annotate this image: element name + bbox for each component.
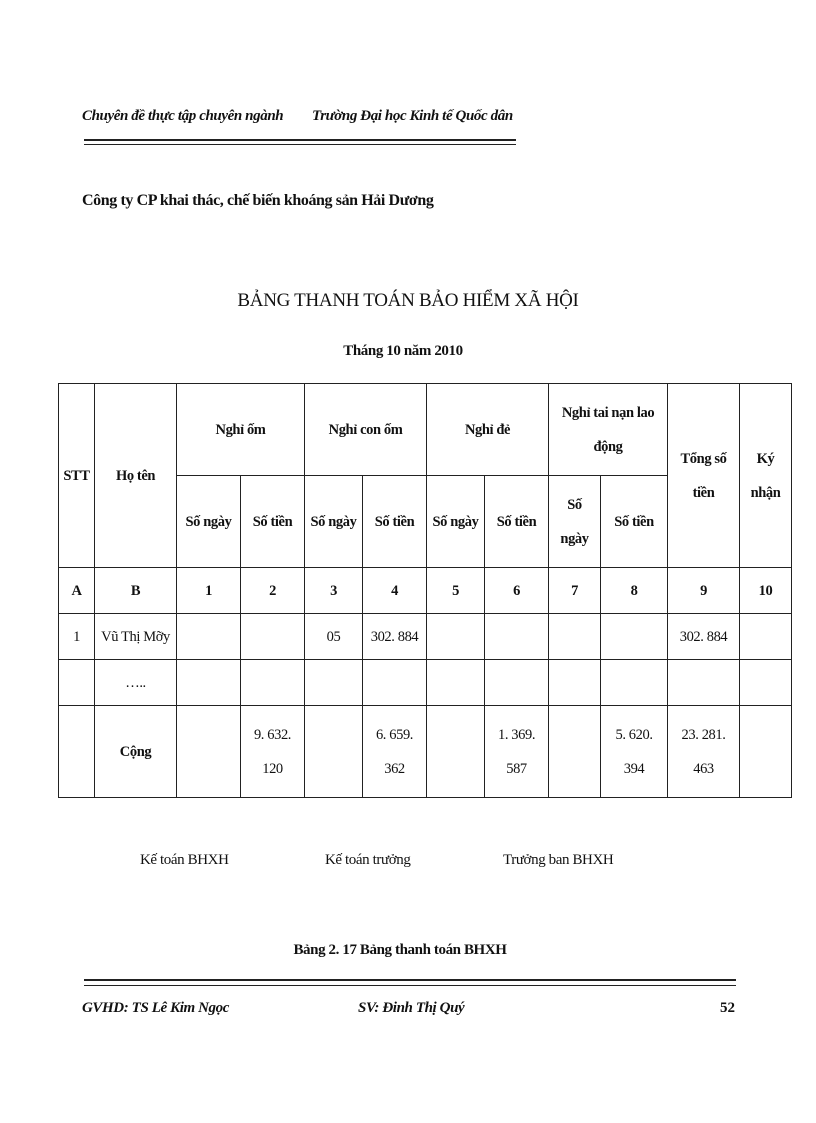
total-sick-days xyxy=(177,706,241,798)
table-row xyxy=(59,660,792,706)
accident-header-line1: Nghỉ tai nạn lao xyxy=(561,404,655,421)
signature-accountant: Kế toán BHXH xyxy=(140,852,229,868)
total-child-amount-line2: 362 xyxy=(384,760,405,777)
footer-rule-thick xyxy=(84,979,736,981)
col-maternity-header: Nghỉ đẻ xyxy=(427,384,549,476)
running-header xyxy=(82,104,522,132)
accident-header-line2: động xyxy=(593,438,623,455)
total-sick-amount-line2: 120 xyxy=(262,760,283,777)
row-stt: 1 xyxy=(59,614,95,660)
row-sick-days xyxy=(177,660,241,706)
row-accident-days xyxy=(549,614,601,660)
accident-days-line2: ngày xyxy=(560,530,589,547)
row-child-amount: 302. 884 xyxy=(363,614,427,660)
index-cell: A xyxy=(59,568,95,614)
index-cell: 4 xyxy=(363,568,427,614)
accident-days-header xyxy=(549,476,601,568)
total-stt xyxy=(59,706,95,798)
row-child-days: 05 xyxy=(305,614,363,660)
total-sick-amount-line1: 9. 632. xyxy=(253,726,292,743)
footer-advisor: GVHD: TS Lê Kim Ngọc xyxy=(82,1000,229,1016)
total-child-amount-line1: 6. 659. xyxy=(375,726,414,743)
header-rule-thin xyxy=(84,144,516,145)
maternity-amount-header: Số tiền xyxy=(485,476,549,568)
document-title: BẢNG THANH TOÁN BẢO HIỂM XÃ HỘI xyxy=(237,290,579,311)
sign-header-line2: nhận xyxy=(750,484,781,501)
sign-header-line1: Ký xyxy=(756,450,775,467)
index-cell: B xyxy=(95,568,177,614)
col-child-sick-header: Nghỉ con ốm xyxy=(305,384,427,476)
index-cell: 10 xyxy=(740,568,792,614)
total-maternity-amount xyxy=(485,706,549,798)
row-name: ….. xyxy=(95,660,177,706)
total-accident-amount xyxy=(601,706,668,798)
row-total: 302. 884 xyxy=(668,614,740,660)
row-name: Vũ Thị Mỡy xyxy=(95,614,177,660)
row-child-amount xyxy=(363,660,427,706)
row-stt xyxy=(59,660,95,706)
social-insurance-table xyxy=(58,383,792,798)
total-maternity-days xyxy=(427,706,485,798)
total-accident-days xyxy=(549,706,601,798)
index-cell: 5 xyxy=(427,568,485,614)
index-cell: 1 xyxy=(177,568,241,614)
signature-chief-accountant: Kế toán trưởng xyxy=(325,852,411,868)
row-maternity-days xyxy=(427,614,485,660)
total-header-line2: tiền xyxy=(692,484,715,501)
col-sign-header xyxy=(740,384,792,568)
row-sick-days xyxy=(177,614,241,660)
row-sick-amount xyxy=(241,660,305,706)
row-maternity-amount xyxy=(485,614,549,660)
col-stt-header: STT xyxy=(59,384,95,568)
footer-rule-thin xyxy=(84,985,736,986)
index-cell: 2 xyxy=(241,568,305,614)
row-sick-amount xyxy=(241,614,305,660)
sick-days-header: Số ngày xyxy=(177,476,241,568)
total-accident-amount-line1: 5. 620. xyxy=(615,726,653,743)
index-cell: 9 xyxy=(668,568,740,614)
sick-amount-header: Số tiền xyxy=(241,476,305,568)
total-sick-amount xyxy=(241,706,305,798)
row-accident-amount xyxy=(601,660,668,706)
row-child-days xyxy=(305,660,363,706)
row-accident-days xyxy=(549,660,601,706)
total-maternity-amount-line1: 1. 369. xyxy=(497,726,536,743)
company-name: Công ty CP khai thác, chế biến khoáng sản Hải Dương xyxy=(82,192,434,209)
accident-days-line1: Số xyxy=(567,496,582,513)
row-sign xyxy=(740,660,792,706)
total-grand-line1: 23. 281. xyxy=(681,726,726,743)
total-child-amount xyxy=(363,706,427,798)
row-sign xyxy=(740,614,792,660)
header-university: Trường Đại học Kinh tế Quốc dân xyxy=(312,108,513,124)
row-total xyxy=(668,660,740,706)
document-period: Tháng 10 năm 2010 xyxy=(343,343,463,359)
child-amount-header: Số tiền xyxy=(363,476,427,568)
row-accident-amount xyxy=(601,614,668,660)
total-maternity-amount-line2: 587 xyxy=(506,760,527,777)
col-total-header xyxy=(668,384,740,568)
index-cell: 8 xyxy=(601,568,668,614)
page-number: 52 xyxy=(720,1000,735,1016)
total-sign xyxy=(740,706,792,798)
header-course-title: Chuyên đề thực tập chuyên ngành xyxy=(82,108,284,124)
footer-student: SV: Đinh Thị Quý xyxy=(358,1000,465,1016)
signature-head: Trưởng ban BHXH xyxy=(503,852,614,868)
total-grand-line2: 463 xyxy=(693,760,714,777)
header-rule-thick xyxy=(84,139,516,141)
table-caption: Bảng 2. 17 Bảng thanh toán BHXH xyxy=(293,942,507,958)
row-maternity-days xyxy=(427,660,485,706)
total-accident-amount-line2: 394 xyxy=(623,760,645,777)
index-cell: 3 xyxy=(305,568,363,614)
col-name-header: Họ tên xyxy=(95,384,177,568)
total-child-days xyxy=(305,706,363,798)
accident-amount-header: Số tiền xyxy=(601,476,668,568)
table-index-row xyxy=(59,568,792,614)
total-label: Cộng xyxy=(95,706,177,798)
index-cell: 6 xyxy=(485,568,549,614)
total-grand xyxy=(668,706,740,798)
table-header-row xyxy=(59,384,792,476)
col-sick-leave-header: Nghỉ ốm xyxy=(177,384,305,476)
table-row xyxy=(59,614,792,660)
index-cell: 7 xyxy=(549,568,601,614)
col-accident-header xyxy=(549,384,668,476)
maternity-days-header: Số ngày xyxy=(427,476,485,568)
row-maternity-amount xyxy=(485,660,549,706)
child-days-header: Số ngày xyxy=(305,476,363,568)
total-header-line1: Tổng số xyxy=(680,450,727,467)
table-total-row xyxy=(59,706,792,798)
